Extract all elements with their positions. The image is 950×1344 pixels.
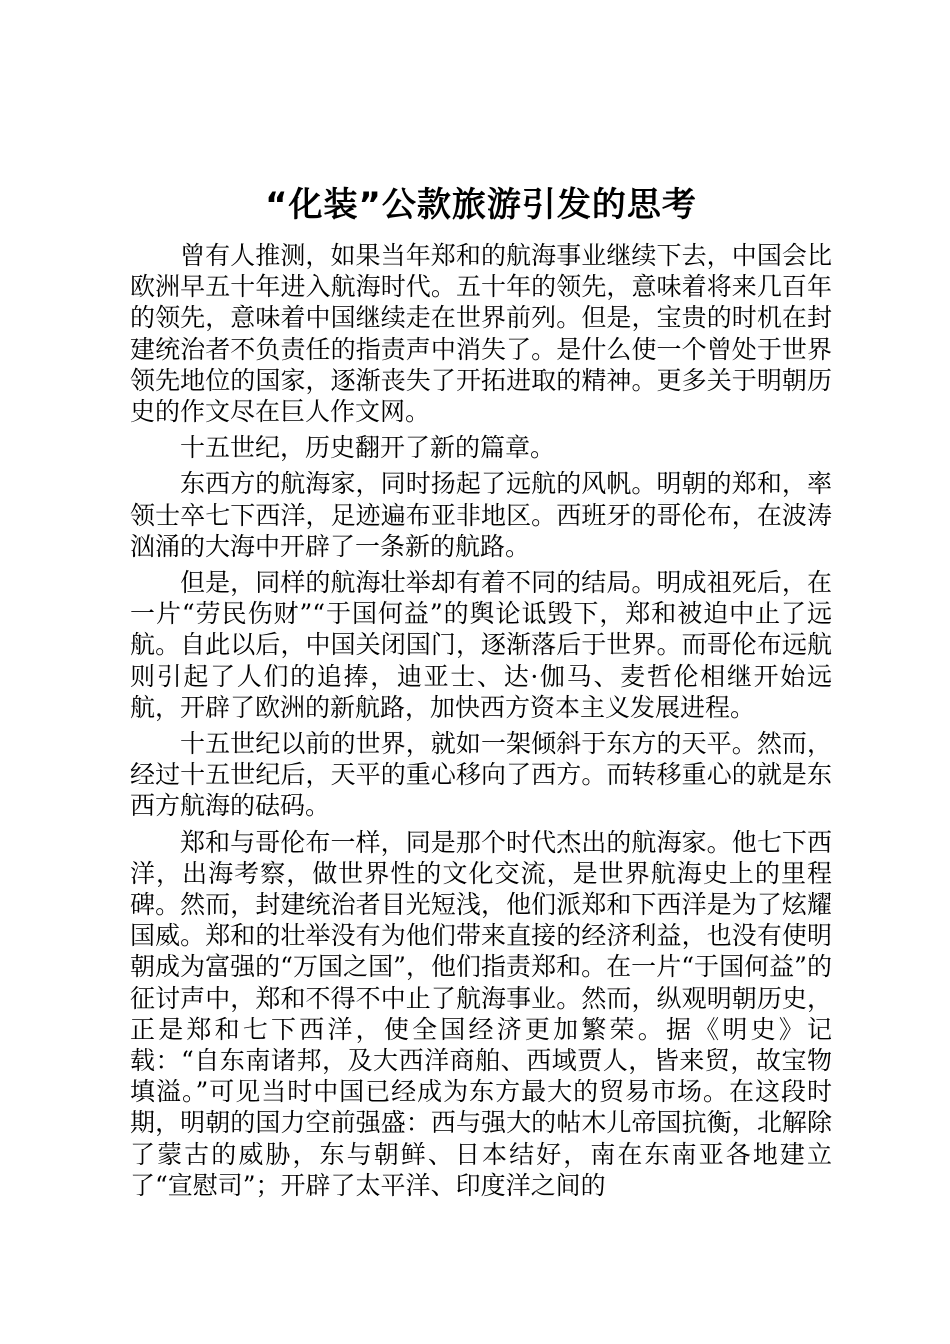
paragraph: 曾有人推测，如果当年郑和的航海事业继续下去，中国会比欧洲早五十年进入航海时代。五十年的领先，意味着将来几百年的领先，意味着中国继续走在世界前列。但是，宝贵的时机在封建统治者不负责任的指责声中消失了。是什么使一个曾处于世界领先地位的国家，逐渐丧失了开拓进取的精神。更多关于明朝历史的作文尽在巨人作文网。 [130, 241, 832, 427]
paragraph: 十五世纪以前的世界，就如一架倾斜于东方的天平。然而，经过十五世纪后，天平的重心移向了西方。而转移重心的就是东西方航海的砝码。 [130, 729, 832, 821]
paragraph: 郑和与哥伦布一样，同是那个时代杰出的航海家。他七下西洋，出海考察，做世界性的文化交流，是世界航海史上的里程碑。然而，封建统治者目光短浅，他们派郑和下西洋是为了炫耀国威。郑和的壮举没有为他们带来直接的经济利益，也没有使明朝成为富强的“万国之国”，他们指责郑和。在一片“于国何益”的征讨声中，郑和不得不中止了航海事业。然而，纵观明朝历史，正是郑和七下西洋，使全国经济更加繁荣。据《明史》记载：“自东南诸邦，及大西洋商舶、西域贾人，皆来贸，故宝物填溢。”可见当时中国已经成为东方最大的贸易市场。在这段时期，明朝的国力空前强盛：西与强大的帖木儿帝国抗衡，北解除了蒙古的威胁，东与朝鲜、日本结好，南在东南亚各地建立了“宣慰司”；开辟了太平洋、印度洋之间的 [130, 827, 832, 1200]
paragraph: 十五世纪，历史翻开了新的篇章。 [180, 433, 556, 463]
paragraph: 东西方的航海家，同时扬起了远航的风帆。明朝的郑和，率领士卒七下西洋，足迹遍布亚非地区。西班牙的哥伦布，在波涛汹涌的大海中开辟了一条新的航路。 [130, 469, 832, 561]
paragraph: 但是，同样的航海壮举却有着不同的结局。明成祖死后，在一片“劳民伤财”“于国何益”的舆论诋毁下，郑和被迫中止了远航。自此以后，中国关闭国门，逐渐落后于世界。而哥伦布远航则引起了人们的追捧，迪亚士、达·伽马、麦哲伦相继开始远航，开辟了欧洲的新航路，加快西方资本主义发展进程。 [130, 568, 832, 722]
document-title: “化装”公款旅游引发的思考 [265, 185, 697, 225]
document-page [130, 180, 832, 1201]
